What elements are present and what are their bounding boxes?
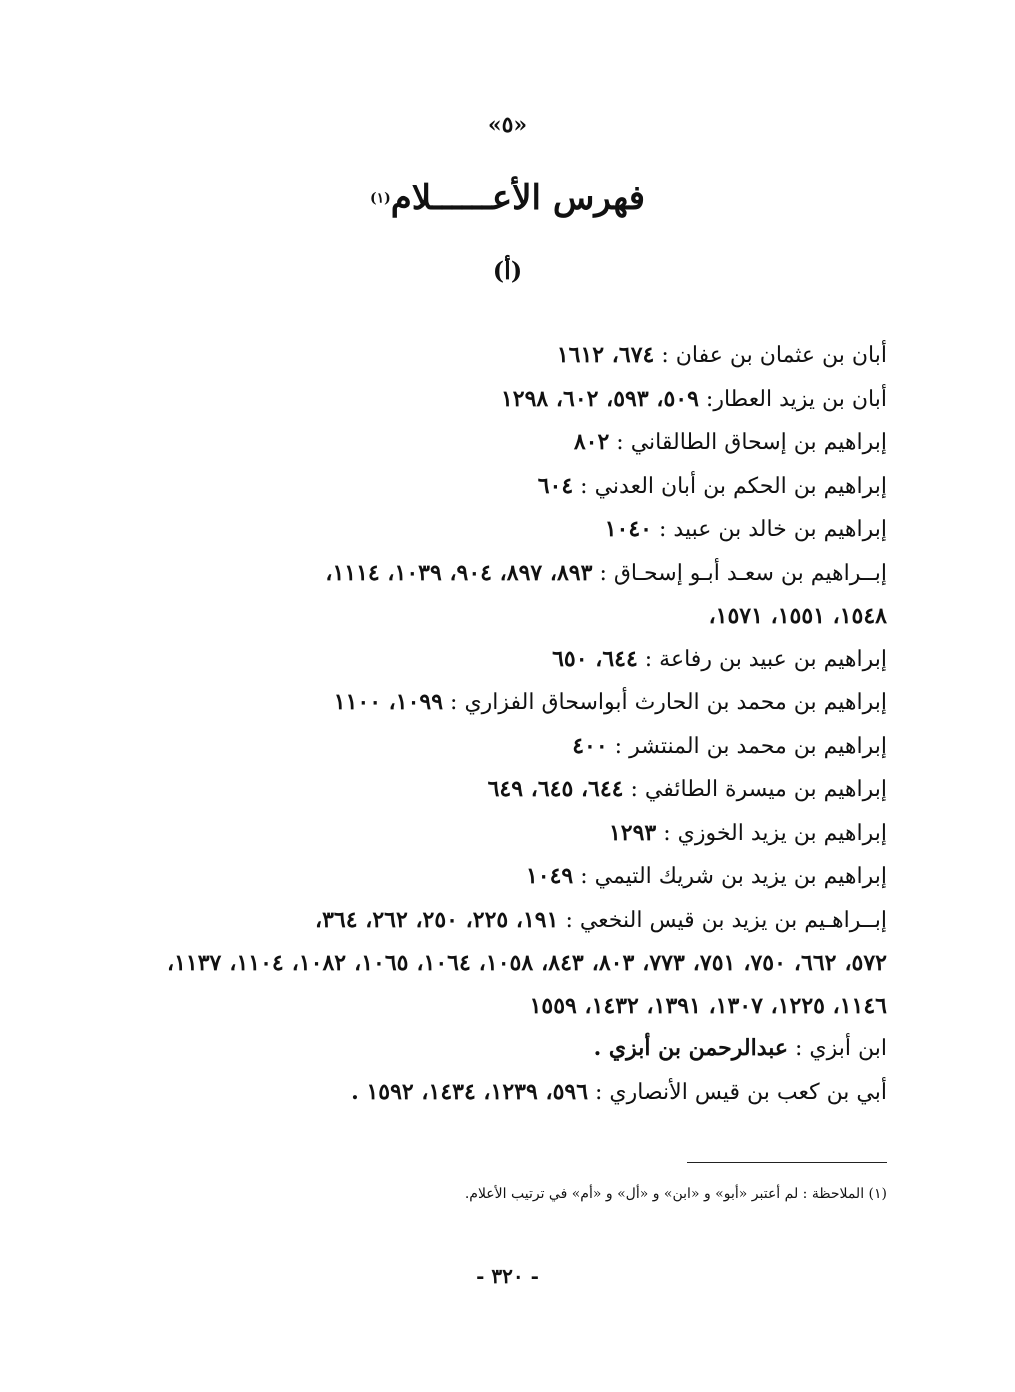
index-entry [167,899,887,1028]
footnote: (١) الملاحظة : لم أعتبر «أبو» و «ابن» و «أل» و «أم» في ترتيب الأعلام. [464,1186,887,1202]
entry-name: إبراهيم بن إسحاق الطالقاني : [616,430,887,455]
title-text: فهرس الأعــــــلام [390,178,646,218]
footnote-divider [687,1162,887,1163]
index-entry [167,812,887,856]
entry-name: إبراهيم بن محمد بن المنتشر : [614,733,887,759]
entry-pages: ١٩١، ٢٢٥، ٢٥٠، ٢٦٢، ٣٦٤، [315,906,559,933]
entry-name: أبي بن كعب بن قيس الأنصاري : [595,1079,887,1105]
entry-pages: ٦٧٤، ١٦١٢ [556,342,655,368]
index-entry [167,465,887,509]
entry-pages: ٨٠٢ [573,429,610,455]
index-entry [167,1027,887,1071]
index-entry [167,378,887,422]
entry-pages: ٥٠٩، ٥٩٣، ٦٠٢، ١٢٩٨ [500,385,699,412]
section-letter: (أ) [492,256,523,285]
entry-pages: ٦٤٤، ٦٥٠ [552,645,638,672]
entry-name: إبــراهيم بن سعـد أبـو إسحـاق : [599,560,887,586]
entry-name: إبراهيم بن الحكم بن أبان العدني : [580,473,887,499]
entry-name: إبــراهـيم بن يزيد بن قيس النخعي : [565,907,887,933]
entry-name: إبراهيم بن خالد بن عبيد : [659,517,887,542]
entry-pages-continuation: ١٥٤٨، ١٥٥١، ١٥٧١، [708,603,887,629]
entry-pages: ٥٩٦، ١٢٣٩، ١٤٣٤، ١٥٩٢ . [351,1078,589,1105]
entry-name: إبراهيم بن ميسرة الطائفي : [630,777,887,802]
entry-name: إبراهيم بن يزيد بن شريك التيمي : [580,864,887,889]
index-entry [167,508,887,552]
index-entry [167,334,887,378]
entry-name: إبراهيم بن يزيد الخوزي : [663,820,887,846]
entry-pages: ٦٠٤ [537,472,574,499]
entry-pages: ١٠٤٠ [604,516,652,542]
entry-pages: ١٢٩٣ [608,819,657,846]
entry-name: إبراهيم بن عبيد بن رفاعة : [644,646,887,672]
entry-pages: ٨٩٣، ٨٩٧، ٩٠٤، ١٠٣٩، ١١١٤، [325,559,593,586]
index-entry [167,421,887,465]
entry-pages: ٦٤٤، ٦٤٥، ٦٤٩ [487,776,624,802]
page-number: - ٣٢٠ - [476,1264,539,1288]
index-entry [167,768,887,812]
entry-name: أبان بن عثمان بن عفان : [661,343,887,368]
index-entry [167,855,887,899]
index-entry [167,681,887,725]
entry-pages: ١٠٩٩، ١١٠٠ [333,689,444,715]
index-entry [167,552,887,638]
entry-pages: ١٠٤٩ [525,863,574,889]
entry-pages-continuation: ٥٧٢، ٦٦٢، ٧٥٠، ٧٥١، ٧٧٣، ٨٠٣، ٨٤٣، ١٠٥٨، ١٠٦٤، ١٠٦٥، ١٠٨٢، ١١٠٤، ١١٣٧، ١١٤٦، ١٢٢٥، ١٣٠٧، ١٣٩١، ١٤٣٢، ١٥٥٩ [167,950,887,1019]
entry-pages: عبدالرحمن بن أبزي . [593,1035,789,1061]
page-title [0,178,1015,218]
entry-name: أبان بن يزيد العطار: [705,386,887,412]
index-entry [167,1071,887,1115]
section-marker: «٥» [487,112,528,138]
entry-name: ابن أبزي : [795,1036,887,1061]
index-entry [167,725,887,769]
index-entry [167,638,887,682]
entry-name: إبراهيم بن محمد بن الحارث أبواسحاق الفزاري : [450,690,887,715]
title-footnote-ref: (١) [369,190,391,207]
entry-pages: ٤٠٠ [572,732,608,759]
index-entries [167,334,887,1114]
